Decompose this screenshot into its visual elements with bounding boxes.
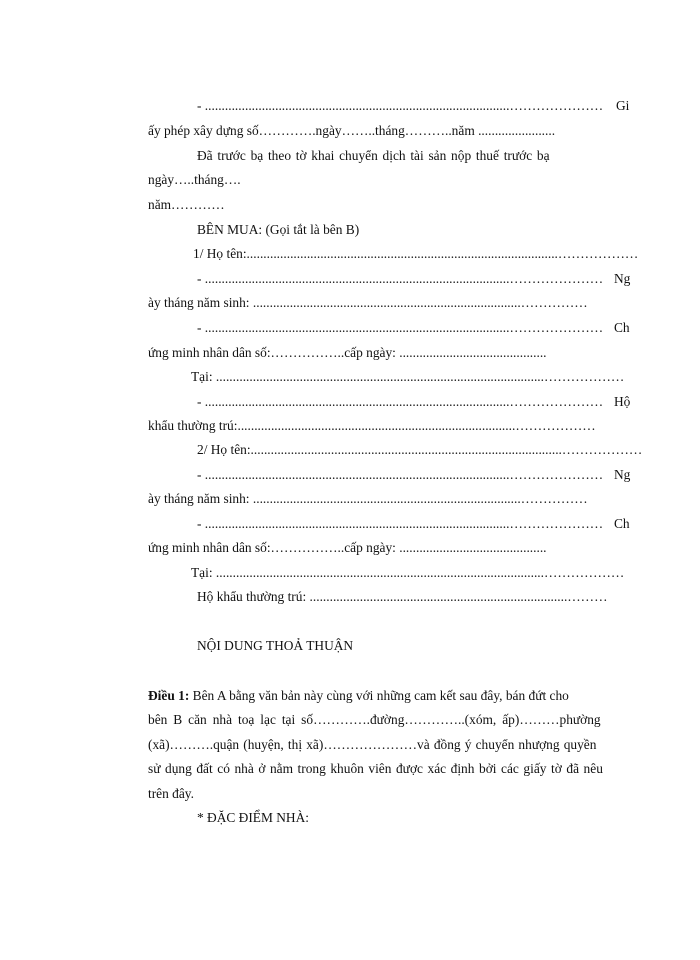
buyer1-residence-dotted: - ...........................................................................................………………… xyxy=(197,394,604,409)
article-1-line-2: bên B căn nhà toạ lạc tại số………….đường…………..(xóm, ấp)………phường xyxy=(148,712,601,727)
article-1-line-1 xyxy=(148,688,569,704)
buyer-heading: BÊN MUA: (Gọi tắt là bên B) xyxy=(197,222,360,237)
article-1-line-5: trên đây. xyxy=(148,786,194,801)
agreement-heading: NỘI DUNG THOẢ THUẬN xyxy=(197,638,354,653)
buyer1-id-dotted: - ...........................................................................................………………… xyxy=(197,320,604,335)
buyer2-id-tail: Ch xyxy=(614,516,630,531)
buyer1-birth-tail: Ng xyxy=(614,271,631,286)
registration-date-line: ngày…..tháng…. xyxy=(148,172,241,187)
buyer1-id-line: ứng minh nhân dân số:……………..cấp ngày: ............................................ xyxy=(148,345,547,360)
article-1-label: Điều 1: xyxy=(148,688,190,703)
registration-year-line: năm………… xyxy=(148,197,225,212)
article-1-line-3: (xã)……….quận (huyện, thị xã)…………………và đồng ý chuyển nhượng quyền xyxy=(148,737,597,752)
buyer2-birth-line: ày tháng năm sinh: ................................................................................…………… xyxy=(148,491,588,506)
buyer1-name-line: 1/ Họ tên:.............................................................................................……………… xyxy=(193,246,639,261)
buyer2-name-line: 2/ Họ tên:.............................................................................................……………… xyxy=(197,442,643,457)
buyer2-id-line: ứng minh nhân dân số:……………..cấp ngày: ............................................ xyxy=(148,540,547,555)
buyer1-residence-tail: Hộ xyxy=(614,394,631,409)
article-1-line-4: sử dụng đất có nhà ở nằm trong khuôn viên được xác định bởi các giấy tờ đã nêu xyxy=(148,761,603,776)
article-1-text-1: Bên A bằng văn bản này cùng với những cam kết sau đây, bán đứt cho xyxy=(189,688,569,703)
buyer1-residence-line: khẩu thường trú:...................................................................................……………… xyxy=(148,418,596,433)
buyer1-birth-line: ày tháng năm sinh: ................................................................................…………… xyxy=(148,295,588,310)
building-permit-line: ấy phép xây dựng số………….ngày……..tháng………..năm ....................... xyxy=(148,123,556,138)
house-features-heading: * ĐẶC ĐIỂM NHÀ: xyxy=(197,810,309,825)
permit-line-tail: Gi xyxy=(616,98,630,113)
permit-dotted-line: - ...........................................................................................………………… xyxy=(197,98,604,113)
buyer2-birth-tail: Ng xyxy=(614,467,631,482)
registration-fee-line: Đã trước bạ theo tờ khai chuyển dịch tài sản nộp thuế trước bạ xyxy=(197,148,550,163)
buyer1-id-tail: Ch xyxy=(614,320,630,335)
buyer2-id-dotted: - ...........................................................................................………………… xyxy=(197,516,604,531)
buyer1-birth-dotted: - ...........................................................................................………………… xyxy=(197,271,604,286)
buyer2-birth-dotted: - ...........................................................................................………………… xyxy=(197,467,604,482)
buyer2-place-line: Tại: ..................................................................................................……………… xyxy=(191,565,625,580)
buyer1-place-line: Tại: ..................................................................................................……………… xyxy=(191,369,625,384)
buyer2-residence-line: Hộ khẩu thường trú: .............................................................................……… xyxy=(197,589,608,604)
